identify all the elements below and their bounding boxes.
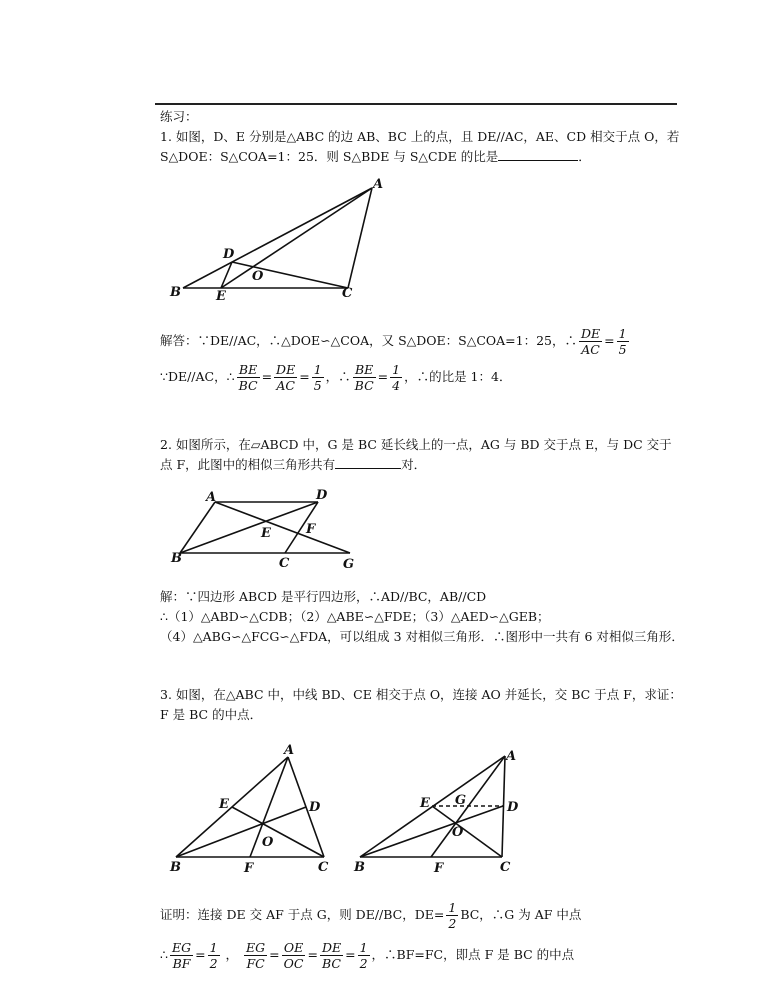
q1-text-line2 bbox=[160, 149, 591, 165]
frac-num: 1 bbox=[618, 325, 627, 341]
q2-text-line2-a: 点 F，此图中的相似三角形共有 bbox=[160, 457, 336, 472]
q2-label-F: F bbox=[306, 522, 316, 537]
frac-num: 1 bbox=[392, 361, 401, 377]
q3r-label-F: F bbox=[434, 861, 444, 876]
q1-label-D: D bbox=[223, 247, 235, 262]
equals-sign: = bbox=[377, 369, 389, 384]
exercise-heading: 练习： bbox=[160, 109, 198, 124]
q3-proof2-frac-oe-oc bbox=[282, 940, 306, 971]
top-rule bbox=[155, 103, 677, 105]
q2-label-D: D bbox=[316, 488, 328, 503]
frac-num: DE bbox=[321, 939, 342, 955]
q1-answer-blank[interactable] bbox=[498, 160, 578, 161]
frac-den: 2 bbox=[359, 955, 368, 971]
frac-num: EG bbox=[246, 939, 266, 955]
q1-label-A: A bbox=[373, 177, 384, 192]
q3l-label-A: A bbox=[284, 743, 295, 758]
q1-label-C: C bbox=[342, 286, 353, 301]
q1-ans1-text: 解答：∵DE//AC，∴△DOE∽△COA，又 S△DOE：S△COA=1：25，∴ bbox=[160, 333, 577, 348]
q1-ans2-end: ，∴的比是 1：4． bbox=[404, 369, 512, 384]
frac-den: 5 bbox=[618, 341, 627, 357]
q3l-label-B: B bbox=[170, 860, 181, 875]
frac-den: 4 bbox=[392, 377, 401, 393]
frac-num: EG bbox=[171, 939, 192, 955]
q3l-label-D: D bbox=[309, 800, 321, 815]
q3-proof2-end: ，∴BF=FC，即点 F 是 BC 的中点 bbox=[371, 947, 575, 962]
frac-den: BC bbox=[322, 955, 341, 971]
equals-sign: = bbox=[195, 947, 206, 962]
q3r-label-G: G bbox=[455, 793, 467, 808]
q1-ans2-frac-be-bc-2 bbox=[353, 362, 376, 393]
frac-den: 2 bbox=[209, 955, 218, 971]
frac-num: BE bbox=[353, 362, 376, 378]
q2-text-line2 bbox=[160, 457, 426, 473]
q1-text-line1: 1. 如图，D、E 分别是△ABC 的边 AB、BC 上的点，且 DE//AC，AE、CD 相交于点 O，若 bbox=[160, 129, 680, 144]
q3-proof1-pre: 证明：连接 DE 交 AF 于点 G，则 DE//BC，DE= bbox=[160, 907, 445, 922]
q3-proof2-frac-eg-bf bbox=[170, 940, 193, 971]
frac-num: DE bbox=[276, 361, 296, 377]
q1-ans2-pre: ∵DE//AC，∴ bbox=[160, 369, 235, 384]
q3l-label-C: C bbox=[318, 860, 329, 875]
comma: ， bbox=[225, 947, 239, 962]
frac-den: AC bbox=[276, 377, 295, 393]
frac-num: 1 bbox=[313, 361, 322, 377]
q2-solution-line3: （4）△ABG∽△FCG∽△FDA，可以组成 3 对相似三角形．∴图形中一共有 6 对相似三角形． bbox=[160, 629, 684, 644]
q3-proof2-frac-half-2 bbox=[358, 940, 370, 971]
q3l-label-F: F bbox=[244, 861, 254, 876]
q1-ans2-frac-de-ac bbox=[274, 362, 297, 393]
q3r-label-E: E bbox=[420, 796, 430, 811]
q1-ans2-frac-1-4 bbox=[390, 362, 402, 393]
frac-num: 1 bbox=[359, 939, 368, 955]
q2-label-B: B bbox=[171, 551, 182, 566]
q1-ans2-frac-1-5 bbox=[312, 362, 324, 393]
q3-proof2-pre: ∴ bbox=[160, 947, 168, 962]
frac-num: BE bbox=[237, 362, 260, 378]
frac-num: 1 bbox=[448, 899, 457, 915]
equals-sign: = bbox=[261, 369, 273, 384]
frac-den: FC bbox=[246, 955, 265, 971]
equals-sign: = bbox=[307, 947, 318, 962]
q3r-label-O: O bbox=[452, 825, 464, 840]
q1-answer-line1 bbox=[160, 322, 631, 360]
q3r-label-D: D bbox=[507, 800, 519, 815]
q1-label-O: O bbox=[252, 269, 264, 284]
frac-num: DE bbox=[581, 325, 601, 341]
q1-ans2-mid: ，∴ bbox=[325, 369, 351, 384]
equals-sign: = bbox=[269, 947, 280, 962]
equals-sign: = bbox=[345, 947, 356, 962]
q3-proof1-frac-half bbox=[446, 900, 458, 931]
q1-ans1-frac-de-ac bbox=[579, 326, 602, 357]
q3-proof1-post: BC，∴G 为 AF 中点 bbox=[460, 907, 582, 922]
q3-proof2-frac-de-bc bbox=[320, 940, 343, 971]
frac-num: 1 bbox=[209, 939, 218, 955]
q1-label-B: B bbox=[170, 285, 181, 300]
q2-label-E: E bbox=[261, 526, 271, 541]
q2-label-A: A bbox=[206, 490, 217, 505]
q2-solution-line1: 解：∵四边形 ABCD 是平行四边形，∴AD//BC，AB//CD bbox=[160, 589, 487, 604]
frac-num: OE bbox=[282, 940, 306, 956]
q3l-label-O: O bbox=[262, 835, 274, 850]
q2-label-G: G bbox=[343, 557, 355, 572]
frac-den: BC bbox=[354, 377, 374, 393]
q1-label-E: E bbox=[216, 289, 226, 304]
q2-answer-blank[interactable] bbox=[335, 468, 401, 469]
q1-text-line2-a: S△DOE：S△COA=1：25．则 S△BDE 与 S△CDE 的比是 bbox=[160, 149, 499, 164]
q3l-label-E: E bbox=[219, 797, 229, 812]
q1-answer-line2 bbox=[160, 358, 511, 396]
frac-den: 2 bbox=[448, 915, 457, 931]
equals-sign: = bbox=[604, 333, 615, 348]
q3-proof-line1 bbox=[160, 897, 581, 933]
q1-text-line2-b: ． bbox=[578, 149, 591, 164]
q3r-label-B: B bbox=[354, 860, 365, 875]
equals-sign: = bbox=[299, 369, 310, 384]
q2-solution-line2: ∴（1）△ABD∽△CDB；（2）△ABE∽△FDE；（3）△AED∽△GEB； bbox=[160, 609, 550, 624]
q2-label-C: C bbox=[279, 556, 290, 571]
frac-den: 5 bbox=[313, 377, 322, 393]
frac-den: AC bbox=[581, 341, 600, 357]
frac-den: BF bbox=[172, 955, 191, 971]
q3r-label-A: A bbox=[506, 749, 517, 764]
q2-text-line2-b: 对． bbox=[401, 457, 427, 472]
frac-den: BC bbox=[238, 377, 258, 393]
q3-proof2-frac-half bbox=[208, 940, 220, 971]
q3-text-line1: 3. 如图，在△ABC 中，中线 BD、CE 相交于点 O，连接 AO 并延长，交 BC 于点 F，求证： bbox=[160, 687, 682, 702]
q2-text-line1: 2. 如图所示，在▱ABCD 中，G 是 BC 延长线上的一点，AG 与 BD 交于点 E，与 DC 交于 bbox=[160, 437, 672, 452]
q3-text-line2: F 是 BC 的中点． bbox=[160, 707, 263, 722]
q3-proof2-frac-eg-fc bbox=[244, 940, 267, 971]
q3-proof-line2 bbox=[160, 936, 574, 974]
q3r-label-C: C bbox=[500, 860, 511, 875]
q1-ans1-frac-1-5 bbox=[617, 326, 629, 357]
frac-den: OC bbox=[283, 955, 304, 971]
q1-ans2-frac-be-bc bbox=[237, 362, 260, 393]
